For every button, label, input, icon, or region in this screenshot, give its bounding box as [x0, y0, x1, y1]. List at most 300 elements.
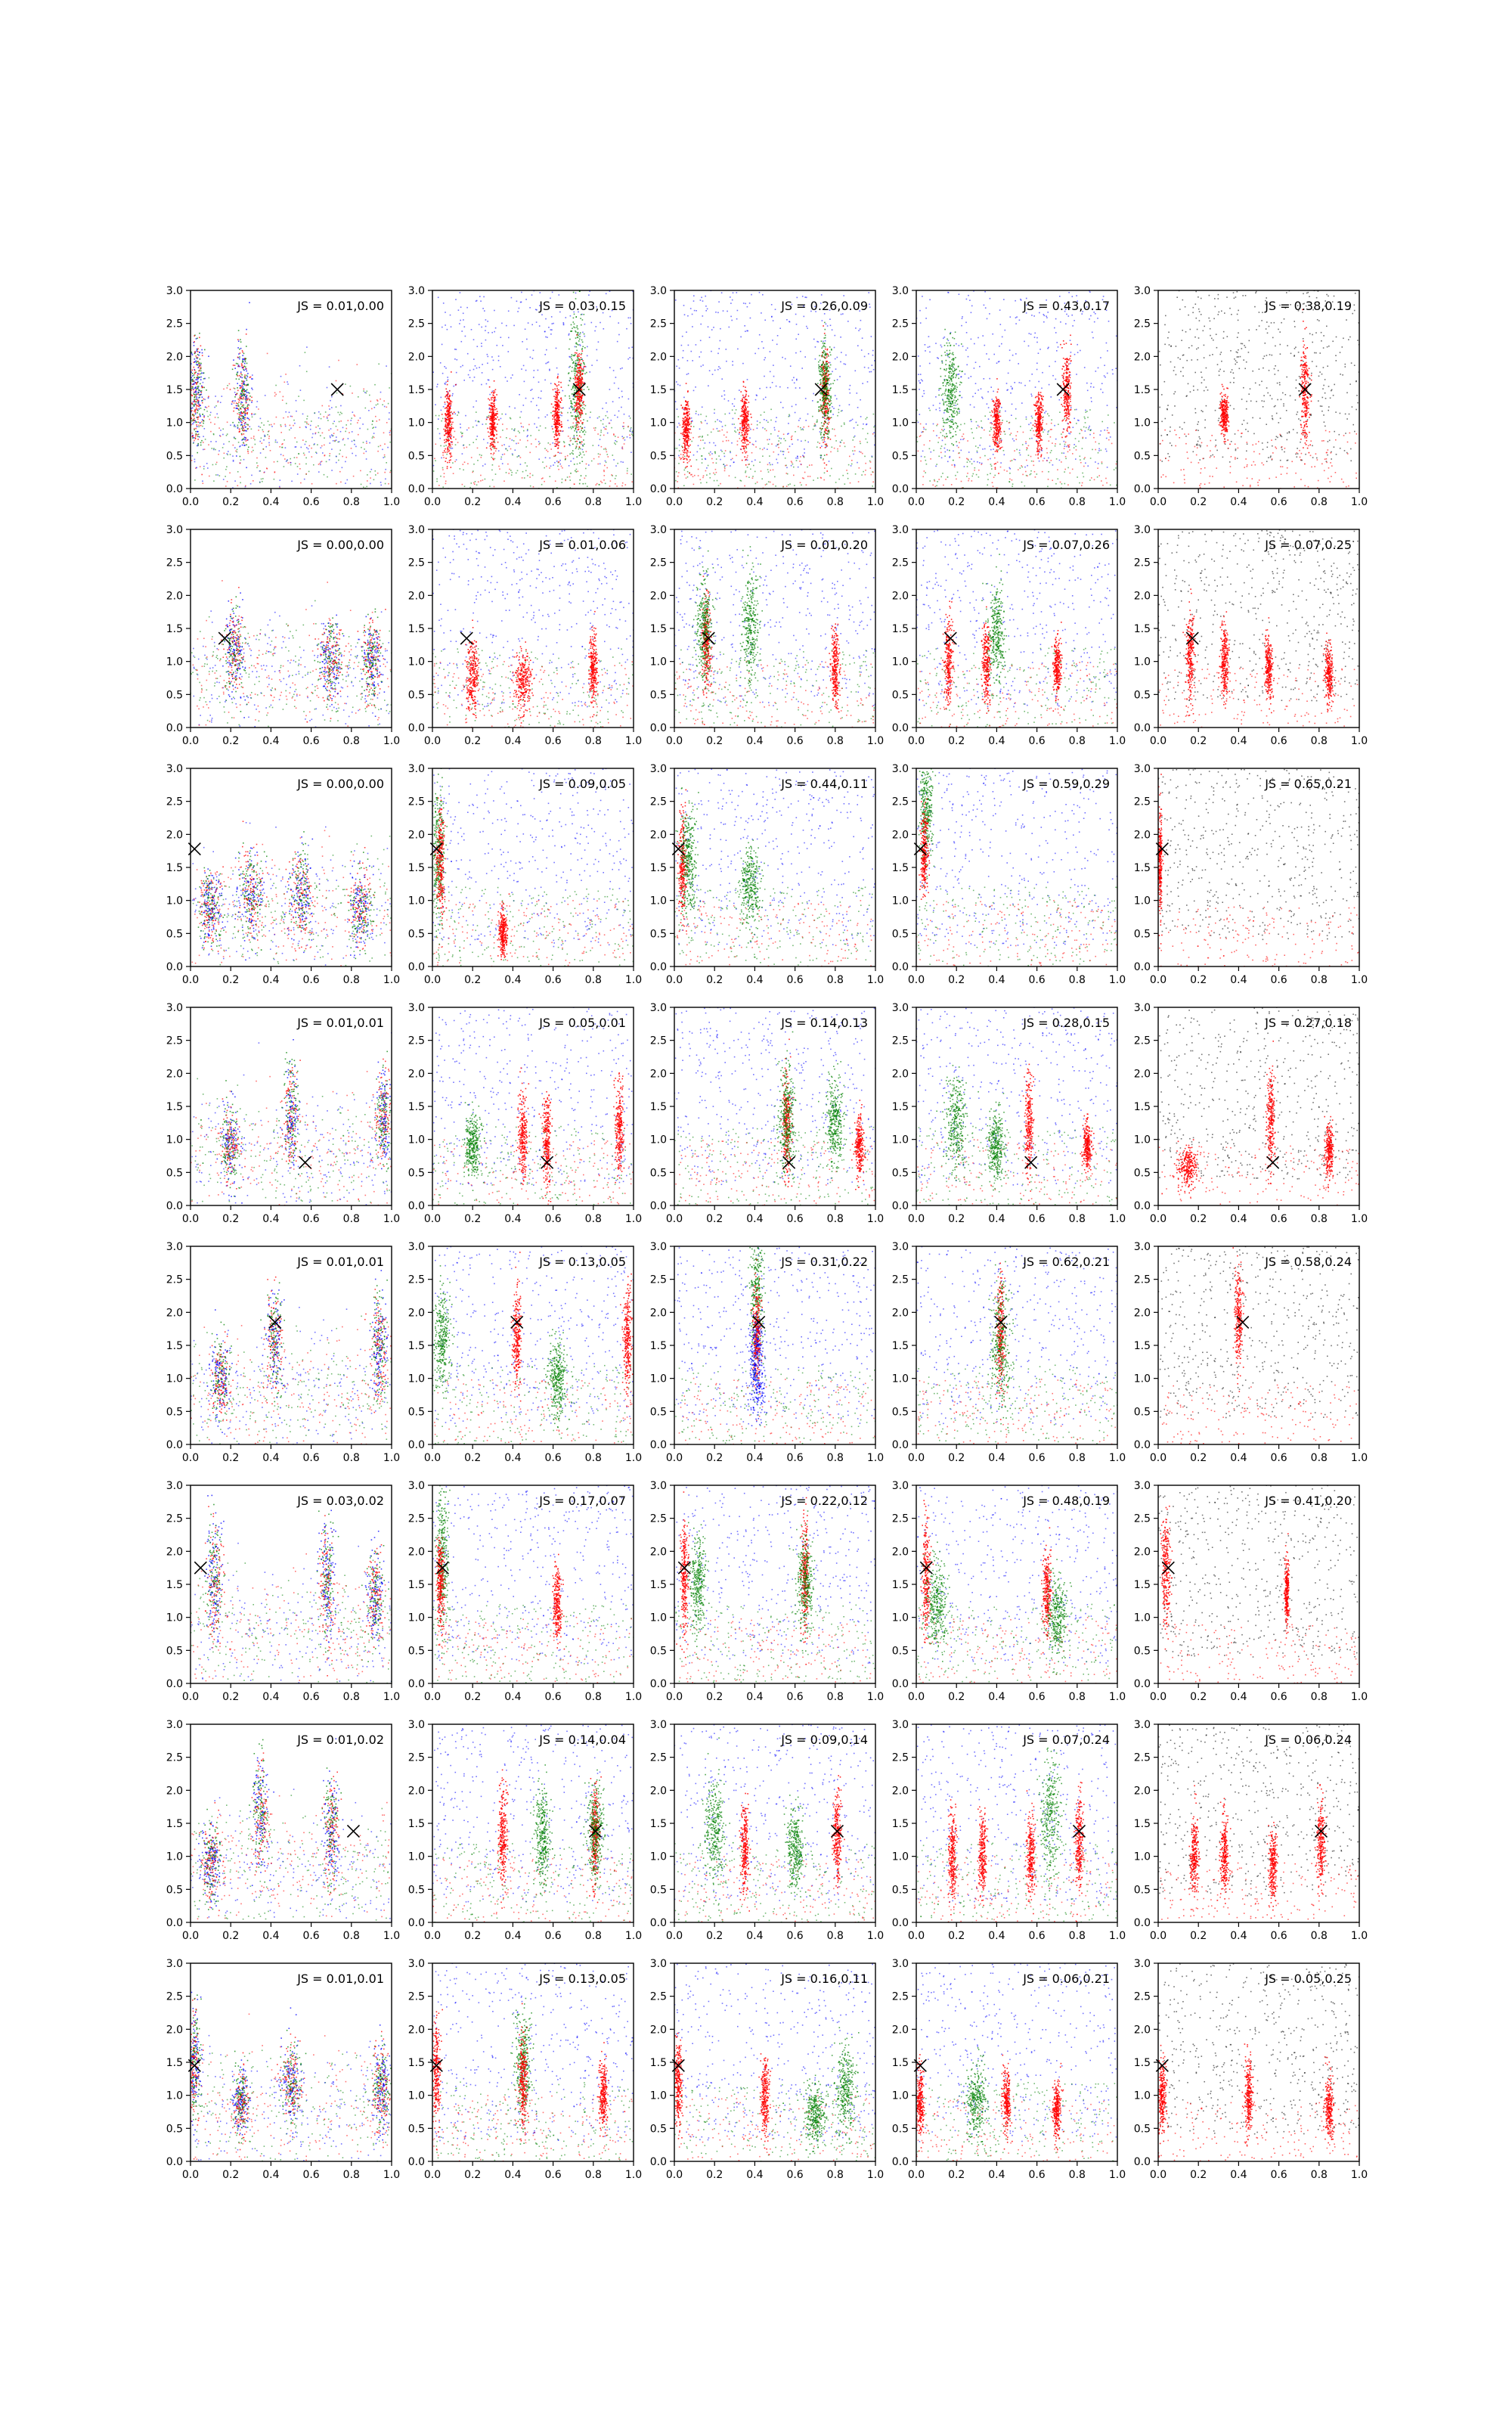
scatter-point: [256, 458, 258, 459]
scatter-point: [336, 456, 337, 458]
scatter-point: [874, 445, 875, 446]
scatter-point: [747, 413, 748, 414]
scatter-point: [482, 372, 483, 374]
scatter-point: [447, 401, 448, 402]
scatter-point: [826, 408, 827, 409]
scatter-point: [194, 341, 195, 343]
scatter-point: [831, 374, 832, 375]
scatter-point: [242, 355, 243, 356]
scatter-point: [572, 426, 574, 427]
scatter-point: [275, 442, 277, 443]
scatter-point: [580, 399, 581, 401]
scatter-point: [866, 418, 867, 420]
scatter-point: [532, 358, 534, 359]
y-tick-label: 0.0: [166, 483, 183, 495]
scatter-point: [476, 420, 477, 422]
scatter-point: [508, 473, 510, 474]
scatter-point: [286, 403, 287, 405]
scatter-point: [740, 337, 742, 338]
scatter-point: [380, 392, 382, 393]
scatter-point: [501, 323, 503, 324]
x-tick-label: 0.6: [302, 496, 319, 508]
scatter-point: [556, 431, 558, 433]
scatter-point: [748, 440, 749, 442]
scatter-point: [315, 451, 317, 453]
scatter-point: [869, 461, 871, 462]
scatter-point: [559, 452, 561, 454]
scatter-point: [352, 411, 354, 413]
scatter-point: [835, 368, 837, 370]
scatter-point: [492, 395, 494, 396]
scatter-point: [584, 427, 586, 429]
scatter-point: [759, 292, 761, 293]
scatter-point: [606, 426, 607, 427]
scatter-point: [692, 476, 694, 477]
scatter-point: [825, 337, 826, 339]
scatter-point: [200, 379, 202, 380]
scatter-point: [259, 441, 261, 442]
scatter-point: [196, 408, 197, 409]
scatter-point: [489, 419, 491, 420]
scatter-point: [203, 415, 205, 417]
scatter-point: [581, 401, 582, 402]
scatter-point: [690, 433, 692, 434]
scatter-point: [242, 377, 243, 379]
scatter-point: [583, 483, 584, 485]
scatter-point: [285, 411, 287, 413]
scatter-point: [818, 341, 820, 343]
scatter-point: [493, 454, 494, 455]
scatter-point: [849, 456, 850, 458]
scatter-point: [865, 470, 866, 471]
scatter-point: [497, 424, 498, 425]
scatter-point: [708, 385, 709, 386]
scatter-point: [723, 390, 725, 392]
scatter-point: [617, 341, 618, 343]
scatter-point: [233, 460, 234, 461]
scatter-point: [632, 432, 634, 433]
scatter-point: [228, 451, 229, 452]
scatter-point: [536, 321, 538, 323]
scatter-point: [494, 310, 495, 312]
scatter-point: [331, 434, 333, 436]
scatter-point: [200, 415, 201, 417]
scatter-point: [246, 467, 247, 469]
scatter-point: [512, 455, 513, 456]
scatter-point: [449, 447, 451, 448]
scatter-point: [821, 340, 823, 342]
scatter-point: [622, 461, 624, 463]
scatter-point: [227, 433, 228, 435]
scatter-point: [199, 374, 200, 375]
scatter-point: [253, 414, 255, 415]
scatter-point: [354, 414, 355, 416]
scatter-point: [815, 346, 816, 348]
scatter-point: [251, 429, 253, 430]
scatter-point: [556, 368, 558, 369]
scatter-point: [553, 418, 554, 420]
scatter-point: [820, 408, 822, 409]
scatter-point: [197, 419, 199, 420]
scatter-point: [490, 438, 491, 439]
scatter-point: [572, 387, 574, 389]
scatter-point: [339, 421, 340, 423]
scatter-point: [366, 441, 367, 442]
scatter-point: [441, 458, 442, 459]
scatter-point: [821, 422, 823, 424]
scatter-point: [460, 292, 461, 293]
scatter-point: [472, 442, 474, 443]
scatter-point: [194, 428, 195, 430]
scatter-point: [783, 438, 785, 439]
scatter-point: [576, 352, 578, 354]
scatter-point: [554, 424, 556, 426]
scatter-point: [776, 459, 777, 461]
scatter-point: [828, 392, 829, 393]
scatter-point: [298, 453, 299, 455]
scatter-point: [813, 426, 815, 427]
scatter-point: [554, 383, 556, 385]
scatter-point: [818, 361, 820, 363]
scatter-point: [575, 411, 576, 412]
scatter-point: [762, 427, 764, 429]
scatter-point: [454, 413, 456, 414]
scatter-point: [240, 371, 242, 373]
scatter-point: [823, 411, 825, 413]
scatter-point: [860, 443, 861, 445]
scatter-point: [454, 461, 456, 463]
scatter-point: [210, 422, 212, 424]
scatter-point: [826, 386, 828, 387]
scatter-point: [600, 432, 602, 433]
scatter-point: [550, 476, 551, 477]
scatter-point: [476, 368, 478, 369]
scatter-point: [192, 455, 194, 457]
scatter-point: [832, 329, 833, 330]
scatter-point: [305, 464, 307, 465]
scatter-point: [203, 387, 205, 389]
scatter-point: [558, 409, 559, 411]
scatter-point: [718, 485, 720, 486]
scatter-point: [235, 438, 237, 439]
scatter-point: [615, 414, 616, 416]
scatter-point: [575, 366, 577, 368]
scatter-point: [492, 421, 494, 423]
scatter-point: [448, 427, 449, 428]
scatter-point: [305, 427, 307, 428]
scatter-point: [492, 458, 494, 460]
scatter-point: [318, 411, 320, 413]
scatter-point: [386, 407, 388, 408]
scatter-point: [359, 428, 361, 430]
scatter-point: [438, 415, 440, 417]
scatter-point: [579, 344, 581, 346]
scatter-point: [720, 368, 721, 369]
scatter-point: [445, 481, 447, 482]
scatter-point: [726, 349, 727, 350]
scatter-point: [195, 399, 197, 400]
scatter-point: [574, 439, 575, 440]
scatter-point: [488, 380, 489, 381]
scatter-point: [630, 437, 631, 439]
scatter-point: [571, 358, 572, 360]
scatter-point: [525, 446, 527, 448]
scatter-point: [705, 442, 706, 444]
scatter-point: [761, 414, 762, 416]
scatter-point: [340, 431, 342, 433]
scatter-point: [482, 424, 484, 425]
scatter-point: [834, 380, 835, 381]
scatter-point: [215, 405, 217, 407]
scatter-point: [872, 457, 873, 458]
scatter-panel: [166, 285, 400, 508]
scatter-point: [677, 481, 678, 482]
scatter-point: [686, 477, 687, 479]
scatter-point: [247, 412, 249, 414]
scatter-point: [584, 347, 586, 349]
scatter-point: [283, 455, 284, 457]
scatter-point: [679, 368, 680, 369]
scatter-point: [823, 407, 824, 408]
scatter-point: [237, 383, 238, 384]
scatter-point: [841, 439, 843, 441]
scatter-point: [487, 428, 488, 430]
scatter-point: [607, 433, 609, 434]
scatter-point: [194, 459, 196, 461]
scatter-point: [720, 328, 721, 330]
scatter-point: [750, 414, 751, 415]
scatter-point: [296, 457, 298, 458]
scatter-point: [198, 434, 200, 436]
scatter-point: [575, 396, 577, 398]
scatter-point: [234, 426, 235, 427]
scatter-point: [529, 452, 531, 454]
scatter-point: [867, 381, 869, 383]
scatter-point: [215, 449, 216, 451]
scatter-point: [579, 403, 581, 405]
scatter-point: [838, 479, 840, 480]
scatter-point: [493, 422, 494, 424]
scatter-point: [561, 415, 562, 417]
scatter-point: [687, 476, 689, 478]
scatter-point: [773, 484, 774, 486]
scatter-point: [363, 389, 364, 390]
scatter-point: [801, 441, 802, 442]
scatter-point: [237, 390, 239, 392]
scatter-point: [583, 383, 584, 384]
scatter-point: [473, 482, 475, 484]
scatter-point: [822, 372, 823, 374]
scatter-point: [588, 294, 590, 296]
scatter-point: [460, 366, 462, 368]
scatter-point: [746, 424, 748, 425]
scatter-point: [321, 461, 323, 462]
scatter-point: [828, 362, 829, 364]
scatter-point: [311, 437, 313, 439]
scatter-point: [757, 424, 758, 426]
scatter-point: [575, 381, 577, 383]
scatter-point: [581, 389, 583, 390]
scatter-point: [598, 341, 600, 343]
scatter-point: [493, 428, 494, 430]
scatter-point: [579, 361, 581, 363]
scatter-point: [516, 301, 518, 302]
scatter-point: [701, 297, 702, 299]
scatter-point: [569, 339, 571, 340]
scatter-point: [449, 453, 451, 455]
scatter-point: [544, 467, 545, 469]
scatter-point: [544, 331, 546, 333]
scatter-point: [717, 353, 719, 355]
scatter-point: [852, 450, 854, 451]
scatter-point: [556, 445, 558, 446]
scatter-point: [218, 450, 220, 451]
scatter-point: [572, 355, 574, 357]
scatter-point: [772, 340, 773, 341]
scatter-point: [774, 430, 776, 431]
scatter-point: [581, 363, 582, 365]
scatter-point: [363, 442, 364, 443]
scatter-point: [823, 371, 824, 372]
scatter-point: [745, 399, 746, 401]
scatter-point: [338, 360, 339, 361]
scatter-point: [562, 408, 564, 409]
scatter-point: [821, 376, 823, 377]
scatter-point: [236, 455, 237, 457]
scatter-point: [450, 437, 451, 439]
scatter-point: [451, 402, 453, 403]
scatter-point: [832, 371, 833, 373]
scatter-point: [521, 368, 522, 370]
scatter-point: [724, 467, 726, 468]
scatter-point: [789, 414, 790, 416]
scatter-point: [581, 377, 583, 379]
scatter-point: [245, 390, 246, 392]
scatter-point: [544, 354, 546, 355]
scatter-point: [201, 440, 203, 442]
scatter-point: [240, 341, 242, 343]
scatter-point: [220, 430, 222, 431]
scatter-point: [462, 484, 463, 486]
scatter-point: [696, 411, 697, 412]
scatter-point: [214, 424, 215, 425]
scatter-point: [711, 458, 713, 460]
scatter-point: [452, 442, 454, 443]
scatter-point: [493, 442, 494, 443]
scatter-point: [452, 414, 454, 415]
scatter-point: [280, 432, 282, 433]
scatter-point: [578, 430, 579, 431]
scatter-point: [200, 422, 201, 424]
scatter-point: [237, 339, 239, 340]
scatter-point: [268, 442, 270, 444]
scatter-point: [848, 464, 850, 466]
scatter-point: [616, 441, 618, 442]
scatter-point: [741, 440, 742, 442]
scatter-point: [460, 424, 461, 425]
js-annotation: JS = 0.01,0.00: [296, 299, 384, 313]
scatter-point: [239, 400, 240, 402]
scatter-point: [821, 386, 823, 387]
scatter-point: [454, 349, 456, 350]
scatter-point: [294, 423, 296, 424]
scatter-point: [321, 418, 322, 420]
scatter-point: [306, 423, 308, 424]
scatter-point: [502, 454, 503, 455]
scatter-point: [234, 408, 235, 409]
scatter-point: [804, 296, 806, 298]
scatter-point: [246, 334, 247, 335]
scatter-point: [242, 367, 243, 368]
scatter-point: [824, 378, 826, 380]
scatter-point: [754, 471, 756, 473]
scatter-point: [483, 296, 485, 298]
scatter-point: [199, 364, 200, 365]
scatter-point: [241, 439, 243, 441]
scatter-point: [859, 467, 860, 469]
scatter-point: [751, 424, 752, 425]
scatter-point: [620, 368, 621, 370]
scatter-point: [600, 430, 602, 431]
scatter-point: [314, 443, 315, 445]
scatter-point: [246, 358, 247, 359]
scatter-point: [449, 444, 451, 445]
scatter-point: [325, 411, 327, 413]
scatter-point: [455, 384, 457, 386]
scatter-point: [389, 442, 391, 443]
scatter-point: [197, 399, 199, 401]
scatter-point: [378, 446, 380, 448]
scatter-point: [502, 463, 503, 464]
scatter-point: [245, 486, 246, 487]
scatter-point: [194, 418, 195, 420]
scatter-point: [742, 363, 744, 365]
scatter-point: [576, 471, 578, 473]
scatter-point: [441, 410, 442, 411]
scatter-point: [447, 384, 448, 386]
scatter-point: [309, 445, 311, 447]
scatter-point: [492, 414, 494, 415]
scatter-point: [345, 383, 346, 385]
scatter-point: [574, 402, 575, 403]
scatter-point: [739, 389, 740, 391]
scatter-point: [251, 388, 253, 389]
scatter-point: [330, 428, 332, 430]
scatter-point: [518, 430, 519, 432]
scatter-point: [237, 451, 238, 453]
scatter-point: [786, 473, 788, 474]
scatter-point: [318, 471, 320, 473]
scatter-point: [246, 396, 247, 397]
scatter-point: [227, 385, 228, 386]
scatter-point: [194, 394, 196, 396]
scatter-point: [815, 358, 816, 360]
scatter-point: [560, 382, 562, 383]
scatter-point: [743, 430, 745, 432]
scatter-point: [581, 340, 583, 341]
scatter-point: [486, 448, 488, 449]
scatter-point: [195, 379, 197, 380]
scatter-point: [194, 420, 195, 421]
scatter-point: [536, 309, 538, 311]
scatter-point: [321, 445, 323, 447]
scatter-point: [384, 443, 386, 445]
scatter-point: [240, 418, 241, 420]
scatter-point: [336, 426, 337, 427]
scatter-point: [200, 367, 202, 368]
scatter-point: [838, 409, 840, 411]
scatter-point: [247, 398, 249, 399]
